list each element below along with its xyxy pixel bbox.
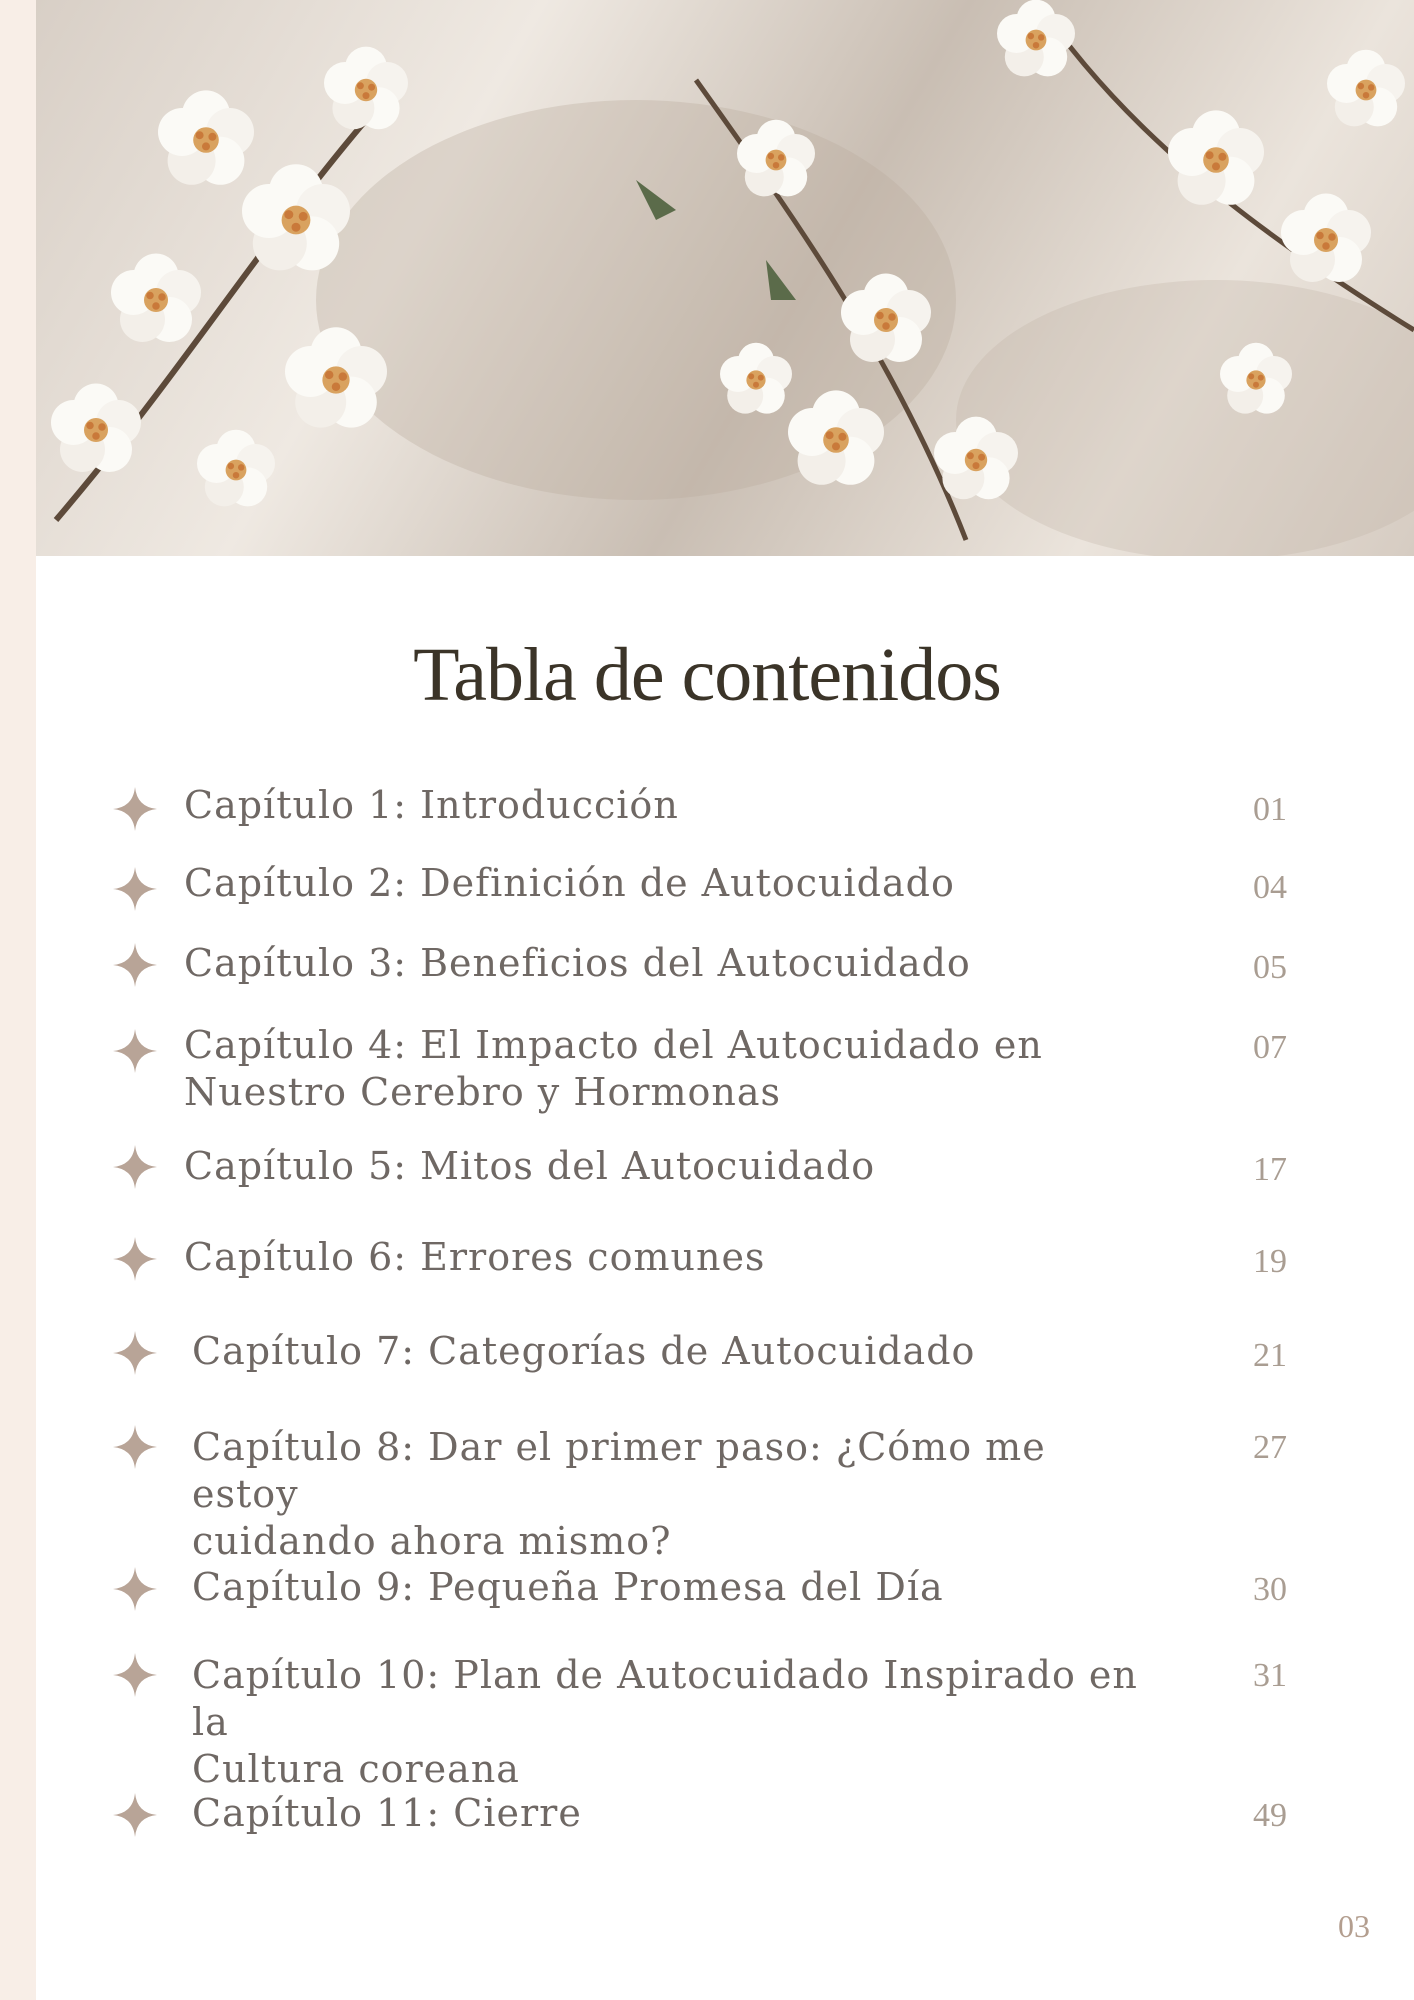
toc-entry-label: Capítulo 11: Cierre [192, 1791, 582, 1835]
toc-entry-page: 27 [1253, 1429, 1287, 1466]
hero-blossom-image [36, 0, 1414, 556]
sparkle-icon [112, 942, 158, 988]
sparkle-icon [112, 1144, 158, 1190]
toc-entry-label: Capítulo 4: El Impacto del Autocuidado en Nuestro Cerebro y Hormonas [184, 1023, 1043, 1114]
toc-entry-page: 17 [1253, 1151, 1287, 1188]
page-number: 03 [1338, 1908, 1370, 1944]
sparkle-icon [112, 786, 158, 832]
toc-entry-label: Capítulo 7: Categorías de Autocuidado [192, 1329, 976, 1373]
sparkle-icon [112, 1236, 158, 1282]
toc-entry-page: 49 [1253, 1797, 1287, 1834]
sparkle-icon [112, 1566, 158, 1612]
sparkle-icon [112, 1424, 158, 1470]
sparkle-icon [112, 1652, 158, 1698]
toc-entry-page: 07 [1253, 1029, 1287, 1066]
toc-entry-label: Capítulo 3: Beneficios del Autocuidado [184, 941, 971, 985]
toc-entry-label: Capítulo 10: Plan de Autocuidado Inspirado en la Cultura coreana [192, 1653, 1138, 1791]
toc-entry-page: 19 [1253, 1243, 1287, 1280]
side-strip [0, 0, 36, 2000]
toc-entry-page: 01 [1253, 791, 1287, 828]
toc-entry-page: 05 [1253, 949, 1287, 986]
sparkle-icon [112, 866, 158, 912]
toc-entry-label: Capítulo 1: Introducción [184, 783, 679, 827]
toc-entry-label: Capítulo 5: Mitos del Autocuidado [184, 1144, 876, 1188]
sparkle-icon [112, 1792, 158, 1838]
toc-entry-page: 04 [1253, 869, 1287, 906]
toc-entry-page: 30 [1253, 1571, 1287, 1608]
page-title: Tabla de contenidos [413, 633, 1001, 717]
sparkle-icon [112, 1330, 158, 1376]
toc-entry-label: Capítulo 8: Dar el primer paso: ¿Cómo me estoy cuidando ahora mismo? [192, 1425, 1046, 1563]
toc-entry-label: Capítulo 9: Pequeña Promesa del Día [192, 1565, 944, 1609]
toc-entry-page: 21 [1253, 1337, 1287, 1374]
toc-entry-label: Capítulo 6: Errores comunes [184, 1235, 766, 1279]
toc-entry-label: Capítulo 2: Definición de Autocuidado [184, 861, 955, 905]
sparkle-icon [112, 1028, 158, 1074]
toc-entry-page: 31 [1253, 1657, 1287, 1694]
